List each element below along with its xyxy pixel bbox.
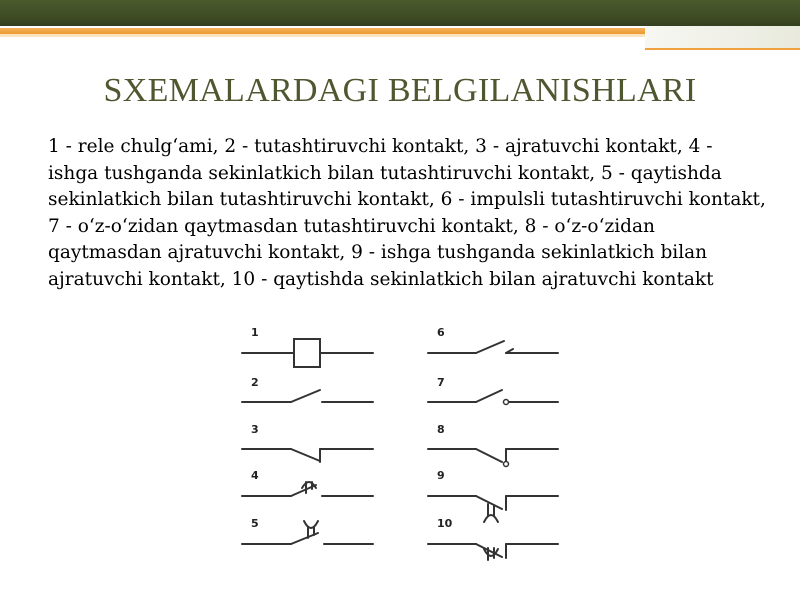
symbol-label-10: 10 <box>437 517 453 530</box>
symbol-8-latching-break-contact <box>428 423 558 467</box>
symbol-label-5: 5 <box>251 517 259 530</box>
symbol-label-3: 3 <box>251 423 259 436</box>
symbol-label-9: 9 <box>437 469 445 482</box>
symbol-5-delayed-make-on-return <box>242 517 373 544</box>
symbol-6-impulse-make-contact <box>428 326 558 353</box>
header-band <box>0 0 800 26</box>
slide-title: SXEMALARDAGI BELGILANISHLARI <box>103 72 697 109</box>
symbol-label-8: 8 <box>437 423 445 436</box>
symbol-9-delayed-break-on-start <box>428 469 558 522</box>
symbol-description: 1 - rele chulg‘ami, 2 - tutashtiruvchi kontakt, 3 - ajratuvchi kontakt, 4 - ishga tushganda sekinlatkich bilan tutashtiruvchi kontakt, 5 - qaytishda sekinlatkich bilan tutashtiruvchi kontakt, 6 - impulsli tutashtiruvchi kontakt, 7 - o‘z-o‘zidan qaytmasdan tutashtiruvchi kontakt, 8 - o‘z-o‘zidan qaytmasdan ajratuvchi kontakt, 9 - ishga tushganda sekinlatkich bilan ajratuvchi kontakt, 10 - qaytishda sekinlatkich bilan ajratuvchi kontakt <box>48 136 766 290</box>
relay-symbols-diagram <box>236 322 566 562</box>
symbol-label-7: 7 <box>437 376 445 389</box>
corner-accent-line <box>645 48 800 50</box>
symbol-2-make-contact <box>242 376 373 402</box>
symbol-4-delayed-make-on-start <box>242 469 373 496</box>
symbol-10-delayed-break-on-return <box>428 517 558 560</box>
symbol-label-4: 4 <box>251 469 259 482</box>
symbol-3-break-contact <box>242 423 373 462</box>
symbol-label-2: 2 <box>251 376 259 389</box>
symbol-label-1: 1 <box>251 326 259 339</box>
corner-accent <box>645 26 800 48</box>
symbol-1-relay-coil <box>242 326 373 367</box>
symbol-label-6: 6 <box>437 326 445 339</box>
symbol-7-latching-make-contact <box>428 376 558 405</box>
